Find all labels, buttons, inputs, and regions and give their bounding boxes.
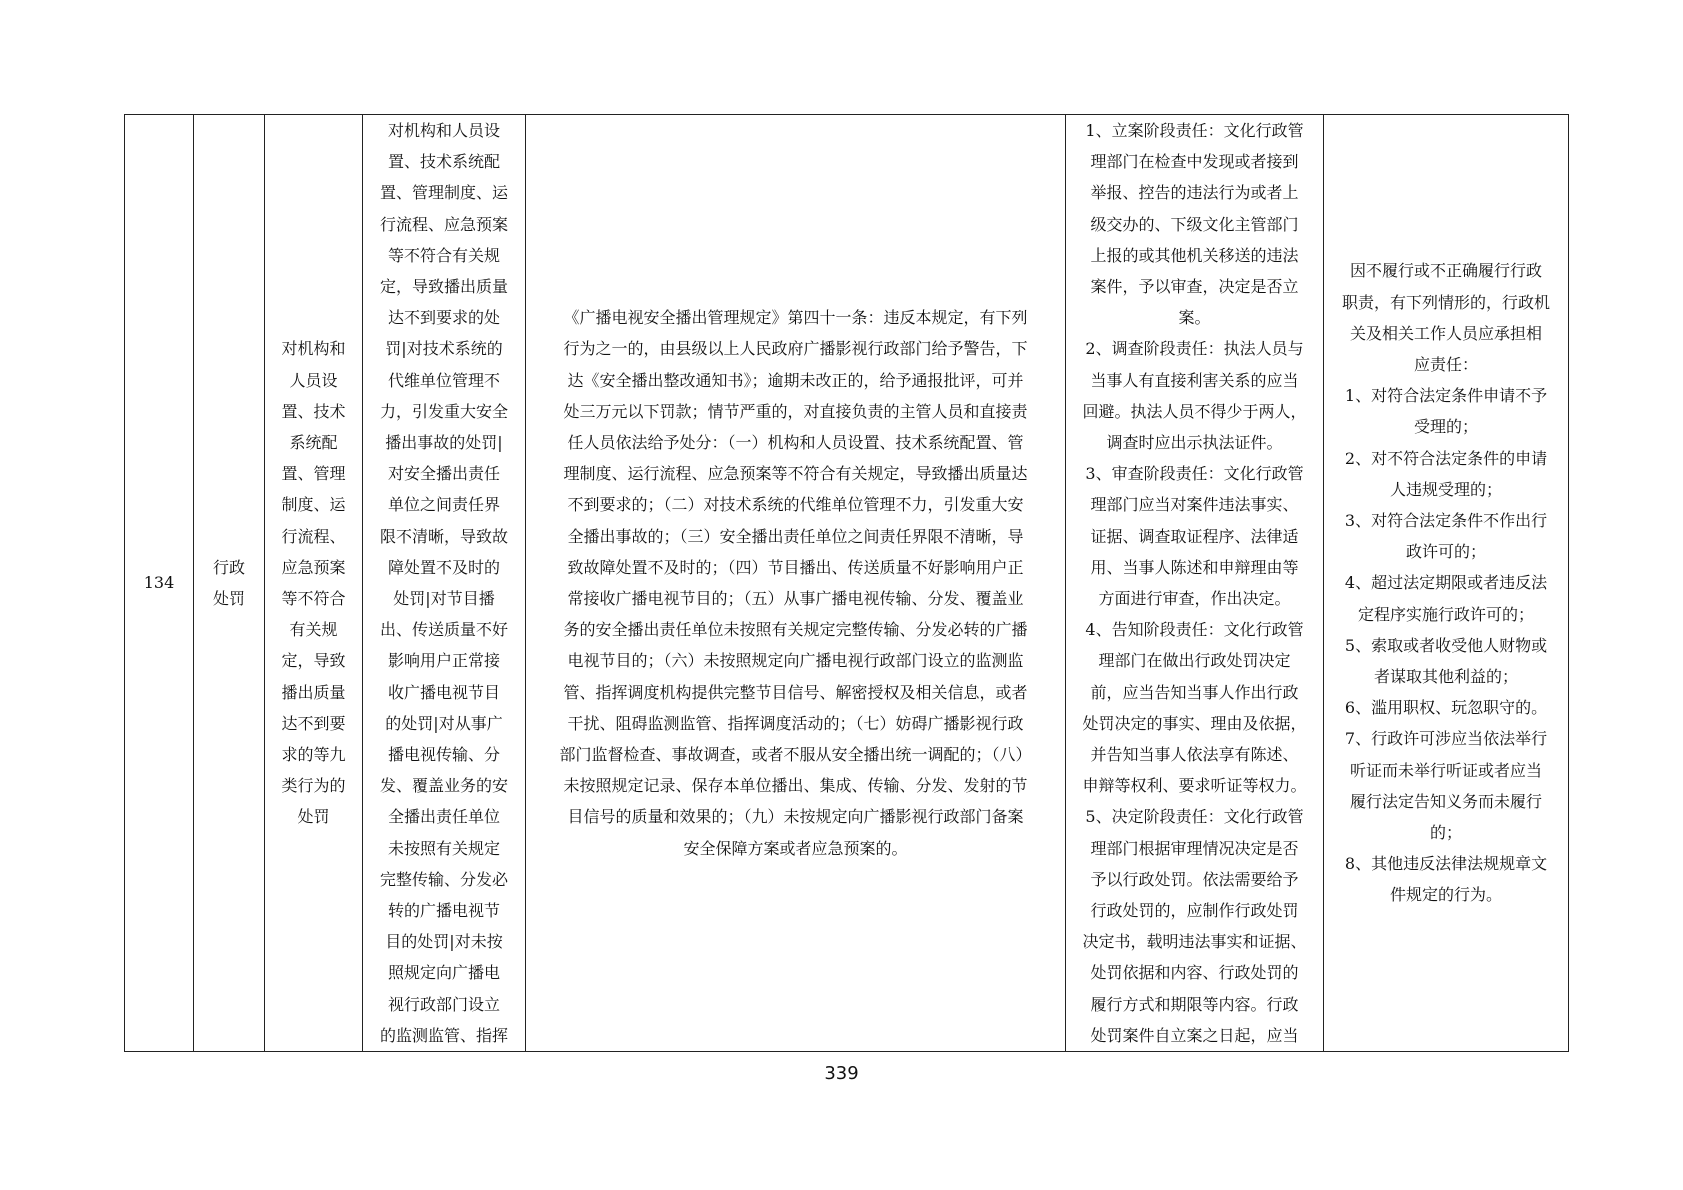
text-line: 1、立案阶段责任：文化行政管 (1085, 121, 1304, 140)
text-line: 限不清晰，导致故 (379, 526, 508, 546)
text-line: 应责任： (1413, 355, 1478, 375)
text-line: 行为之一的，由县级以上人民政府广播影视行政部门给予警告，下 (563, 339, 1028, 359)
text-line: 任人员依法给予处分：（一）机构和人员设置、技术系统配置、管 (567, 433, 1024, 453)
text-line: 调查时应出示执法证件。 (1106, 433, 1283, 453)
text-line: 听证而未举行听证或者应当 (1349, 760, 1542, 780)
text-line: 求的等九 (281, 745, 346, 765)
text-line: 达不到要 (281, 713, 346, 733)
text-line: 6、滥用职权、玩忽职守的。 (1344, 698, 1548, 718)
text-line: 出、传送质量不好 (379, 620, 508, 640)
text-line: 决定书，载明违法事实和证据、 (1082, 932, 1307, 952)
text-line: 部门监督检查、事故调查，或者不服从安全播出统一调配的；（八） (559, 745, 1032, 765)
text-line: 7、行政许可涉应当依法举行 (1344, 729, 1548, 749)
text-line: 2、调查阶段责任：执法人员与 (1085, 339, 1304, 359)
text-line: 级交办的、下级文化主管部门 (1090, 214, 1299, 234)
text-line: 影响用户正常接 (387, 651, 500, 671)
text-line: 《广播电视安全播出管理规定》第四十一条：违反本规定，有下列 (563, 308, 1028, 328)
text-line: 未按照有关规定 (387, 838, 500, 858)
text-line: 处罚|对节目播 (393, 589, 495, 609)
text-line: 行政处罚的，应制作行政处罚 (1090, 901, 1299, 921)
text-line: 转的广播电视节 (387, 901, 500, 921)
text-line: 者谋取其他利益的； (1373, 667, 1518, 687)
text-line: 人员设 (289, 370, 338, 390)
text-line: 处三万元以下罚款；情节严重的，对直接负责的主管人员和直接责 (563, 401, 1028, 421)
text-line: 回避。执法人员不得少于两人， (1082, 401, 1307, 421)
text-line: 4、超过法定期限或者违反法 (1344, 573, 1548, 593)
text-line: 未按照规定记录、保存本单位播出、集成、传输、分发、发射的节 (563, 776, 1028, 796)
text-line: 管、指挥调度机构提供完整节目信号、解密授权及相关信息，或者 (563, 682, 1028, 702)
sub-items-cell (363, 115, 526, 1052)
text-line: 行流程、应急预案 (379, 214, 508, 234)
text-line: 系统配 (289, 433, 338, 453)
table-row (125, 115, 1569, 1052)
page-number: 339 (824, 1063, 859, 1084)
text-line: 理部门根据审理情况决定是否 (1090, 838, 1299, 858)
text-line: 收广播电视节目 (387, 682, 500, 702)
text-line: 常接收广播电视节目的；（五）从事广播电视传输、分发、覆盖业 (567, 589, 1024, 609)
text-line: 达不到要求的处 (387, 308, 500, 328)
text-line: 致故障处置不及时的；（四）节目播出、传送质量不好影响用户正 (567, 557, 1024, 577)
text-line: 应急预案 (281, 557, 346, 577)
text-line: 处罚决定的事实、理由及依据， (1082, 713, 1307, 733)
text-line: 行流程、 (281, 526, 346, 546)
text-line: 申辩等权利、要求听证等权力。 (1082, 776, 1307, 796)
text-line: 5、索取或者收受他人财物或 (1344, 635, 1548, 655)
legal-basis (526, 302, 1065, 864)
power-type-cell (194, 115, 265, 1052)
text-line: 达《安全播出整改通知书》；逾期未改正的，给予通报批评，可并 (567, 370, 1024, 390)
text-line: 处罚 (212, 589, 245, 609)
text-line: 全播出事故的；（三）安全播出责任单位之间责任界限不清晰，导 (567, 526, 1024, 546)
text-line: 8、其他违反法律法规规章文 (1344, 854, 1548, 874)
text-line: 播出质量 (281, 682, 346, 702)
authority-table (124, 114, 1569, 1052)
text-line: 播电视传输、分 (387, 745, 500, 765)
text-line: 证据、调查取证程序、法律适 (1090, 526, 1299, 546)
text-line: 处罚 (297, 807, 330, 827)
row-number: 134 (143, 573, 175, 593)
text-line: 理部门在做出行政处罚决定 (1098, 651, 1291, 671)
text-line: 干扰、阻碍监测监管、指挥调度活动的；（七）妨碍广播影视行政 (567, 713, 1024, 733)
text-line: 全播出责任单位 (387, 807, 500, 827)
text-line: 安全保障方案或者应急预案的。 (683, 838, 908, 858)
text-line: 案件，予以审查，决定是否立 (1090, 277, 1299, 297)
text-line: 务的安全播出责任单位未按照有关规定完整传输、分发必转的广播 (563, 620, 1028, 640)
text-line: 举报、控告的违法行为或者上 (1090, 183, 1299, 203)
accountability-cell (1324, 115, 1569, 1052)
text-line: 履行方式和期限等内容。行政 (1090, 994, 1299, 1014)
power-type (194, 552, 264, 614)
text-line: 前，应当告知当事人作出行政 (1090, 682, 1299, 702)
text-line: 力，引发重大安全 (379, 401, 508, 421)
text-line: 类行为的 (281, 776, 346, 796)
text-line: 并告知当事人依法享有陈述、 (1090, 745, 1299, 765)
text-line: 当事人有直接利害关系的应当 (1090, 370, 1299, 390)
text-line: 代维单位管理不 (387, 370, 500, 390)
text-line: 的处罚|对从事广 (385, 713, 503, 733)
item-name-cell (265, 115, 363, 1052)
text-line: 因不履行或不正确履行行政 (1349, 261, 1542, 281)
text-line: 4、告知阶段责任：文化行政管 (1085, 620, 1304, 640)
text-line: 照规定向广播电 (387, 963, 500, 983)
text-line: 政许可的； (1405, 542, 1486, 562)
text-line: 等不符合有关规 (387, 245, 500, 265)
text-line: 不到要求的；（二）对技术系统的代维单位管理不力，引发重大安 (567, 495, 1024, 515)
text-line: 2、对不符合法定条件的申请 (1344, 448, 1548, 468)
text-line: 置、管理制度、运 (379, 183, 508, 203)
text-line: 处罚依据和内容、行政处罚的 (1090, 963, 1299, 983)
text-line: 置、技术系统配 (387, 152, 500, 172)
text-line: 上报的或其他机关移送的违法 (1090, 245, 1299, 265)
text-line: 3、对符合法定条件不作出行 (1344, 511, 1548, 531)
text-line: 关及相关工作人员应承担相 (1349, 323, 1542, 343)
legal-basis-cell (526, 115, 1066, 1052)
text-line: 目的处罚|对未按 (385, 932, 503, 952)
text-line: 目信号的质量和效果的；（九）未按规定向广播影视行政部门备案 (567, 807, 1024, 827)
text-line: 理制度、运行流程、应急预案等不符合有关规定，导致播出质量达 (563, 464, 1028, 484)
text-line: 定，导致播出质量 (379, 277, 508, 297)
text-line: 方面进行审查，作出决定。 (1098, 589, 1291, 609)
text-line: 单位之间责任界 (387, 495, 500, 515)
text-line: 电视节目的；（六）未按照规定向广播电视行政部门设立的监测监 (567, 651, 1024, 671)
text-line: 制度、运 (281, 495, 346, 515)
text-line: 人违规受理的； (1389, 479, 1502, 499)
text-line: 案。 (1178, 308, 1211, 328)
text-line: 障处置不及时的 (387, 557, 500, 577)
text-line: 置、管理 (281, 464, 346, 484)
text-line: 的； (1429, 823, 1462, 843)
text-line: 的监测监管、指挥 (379, 1025, 508, 1045)
text-line: 定程序实施行政许可的； (1357, 604, 1534, 624)
row-number-cell (125, 115, 194, 1052)
sub-items (363, 115, 525, 1051)
text-line: 有关规 (289, 620, 338, 640)
text-line: 对机构和人员设 (387, 121, 500, 140)
text-line: 等不符合 (281, 589, 346, 609)
accountability (1324, 255, 1568, 910)
text-line: 职责，有下列情形的，行政机 (1341, 292, 1550, 312)
text-line: 理部门在检查中发现或者接到 (1090, 152, 1299, 172)
item-name (265, 333, 362, 832)
responsibility (1066, 115, 1323, 1051)
text-line: 3、审查阶段责任：文化行政管 (1085, 464, 1304, 484)
text-line: 理部门应当对案件违法事实、 (1090, 495, 1299, 515)
text-line: 对安全播出责任 (387, 464, 500, 484)
text-line: 发、覆盖业务的安 (379, 776, 508, 796)
responsibility-cell (1066, 115, 1324, 1052)
text-line: 5、决定阶段责任：文化行政管 (1085, 807, 1304, 827)
text-line: 行政 (212, 557, 245, 577)
text-line: 用、当事人陈述和申辩理由等 (1090, 557, 1299, 577)
text-line: 件规定的行为。 (1389, 885, 1502, 905)
text-line: 对机构和 (281, 339, 346, 359)
text-line: 受理的； (1413, 417, 1478, 437)
text-line: 履行法定告知义务而未履行 (1349, 791, 1542, 811)
text-line: 罚|对技术系统的 (385, 339, 503, 359)
text-line: 1、对符合法定条件申请不予 (1344, 386, 1548, 406)
text-line: 置、技术 (281, 401, 346, 421)
text-line: 播出事故的处罚| (385, 433, 503, 453)
text-line: 处罚案件自立案之日起，应当 (1090, 1025, 1299, 1045)
text-line: 完整传输、分发必 (379, 869, 508, 889)
text-line: 予以行政处罚。依法需要给予 (1090, 869, 1299, 889)
text-line: 定，导致 (281, 651, 346, 671)
text-line: 视行政部门设立 (387, 994, 500, 1014)
